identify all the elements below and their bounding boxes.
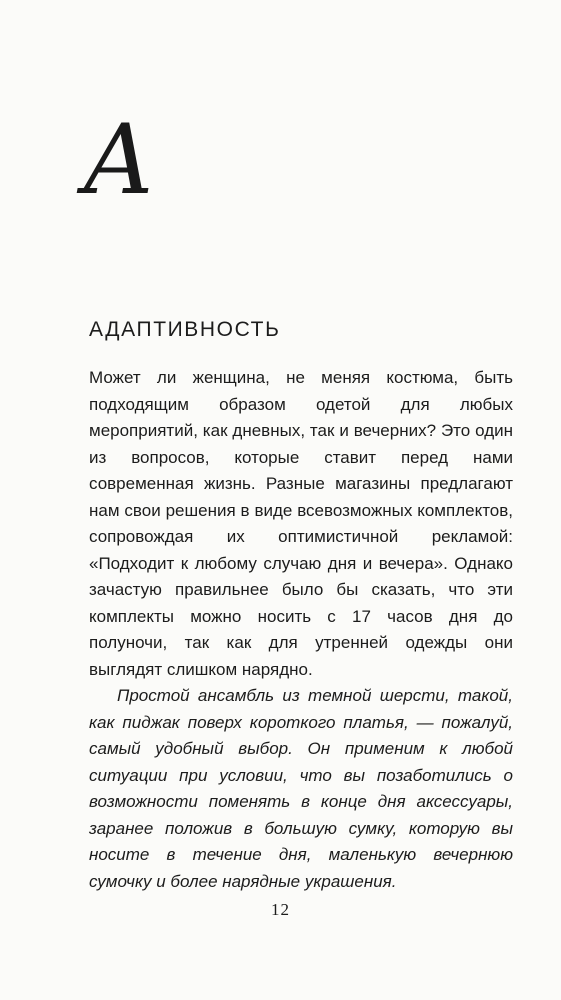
paragraph-1: Может ли женщина, не меняя костюма, быть подходящим образом одетой для любых мероприятий, как дневных, так и вечерних? Это один из вопросов, которые ставит перед нами современная жизнь. Разные магазины предлагают нам свои решения в виде всевозможных комплектов, сопровождая их оптимистичной рекламой: «Подходит к любому случаю дня и вечера». Однако зачастую правильнее было бы сказать, что эти комплекты можно носить с 17 часов дня до полуночи, так как для утренней одежды они выглядят слишком нарядно. — [89, 368, 513, 679]
body-text — [89, 365, 513, 895]
page-number: 12 — [271, 900, 290, 919]
paragraph-2: Простой ансамбль из темной шерсти, такой, как пиджак поверх короткого платья, — пожалуй, самый удобный выбор. Он применим к любой ситуации при условии, что вы позаботились о возможности поменять в конце дня аксессуары, заранее положив в большую сумку, которую вы носите в течение дня, маленькую вечернюю сумочку и более нарядные украшения. — [89, 686, 513, 891]
decorative-initial-letter: A — [84, 104, 154, 216]
section-heading: АДАПТИВНОСТЬ — [89, 318, 281, 341]
